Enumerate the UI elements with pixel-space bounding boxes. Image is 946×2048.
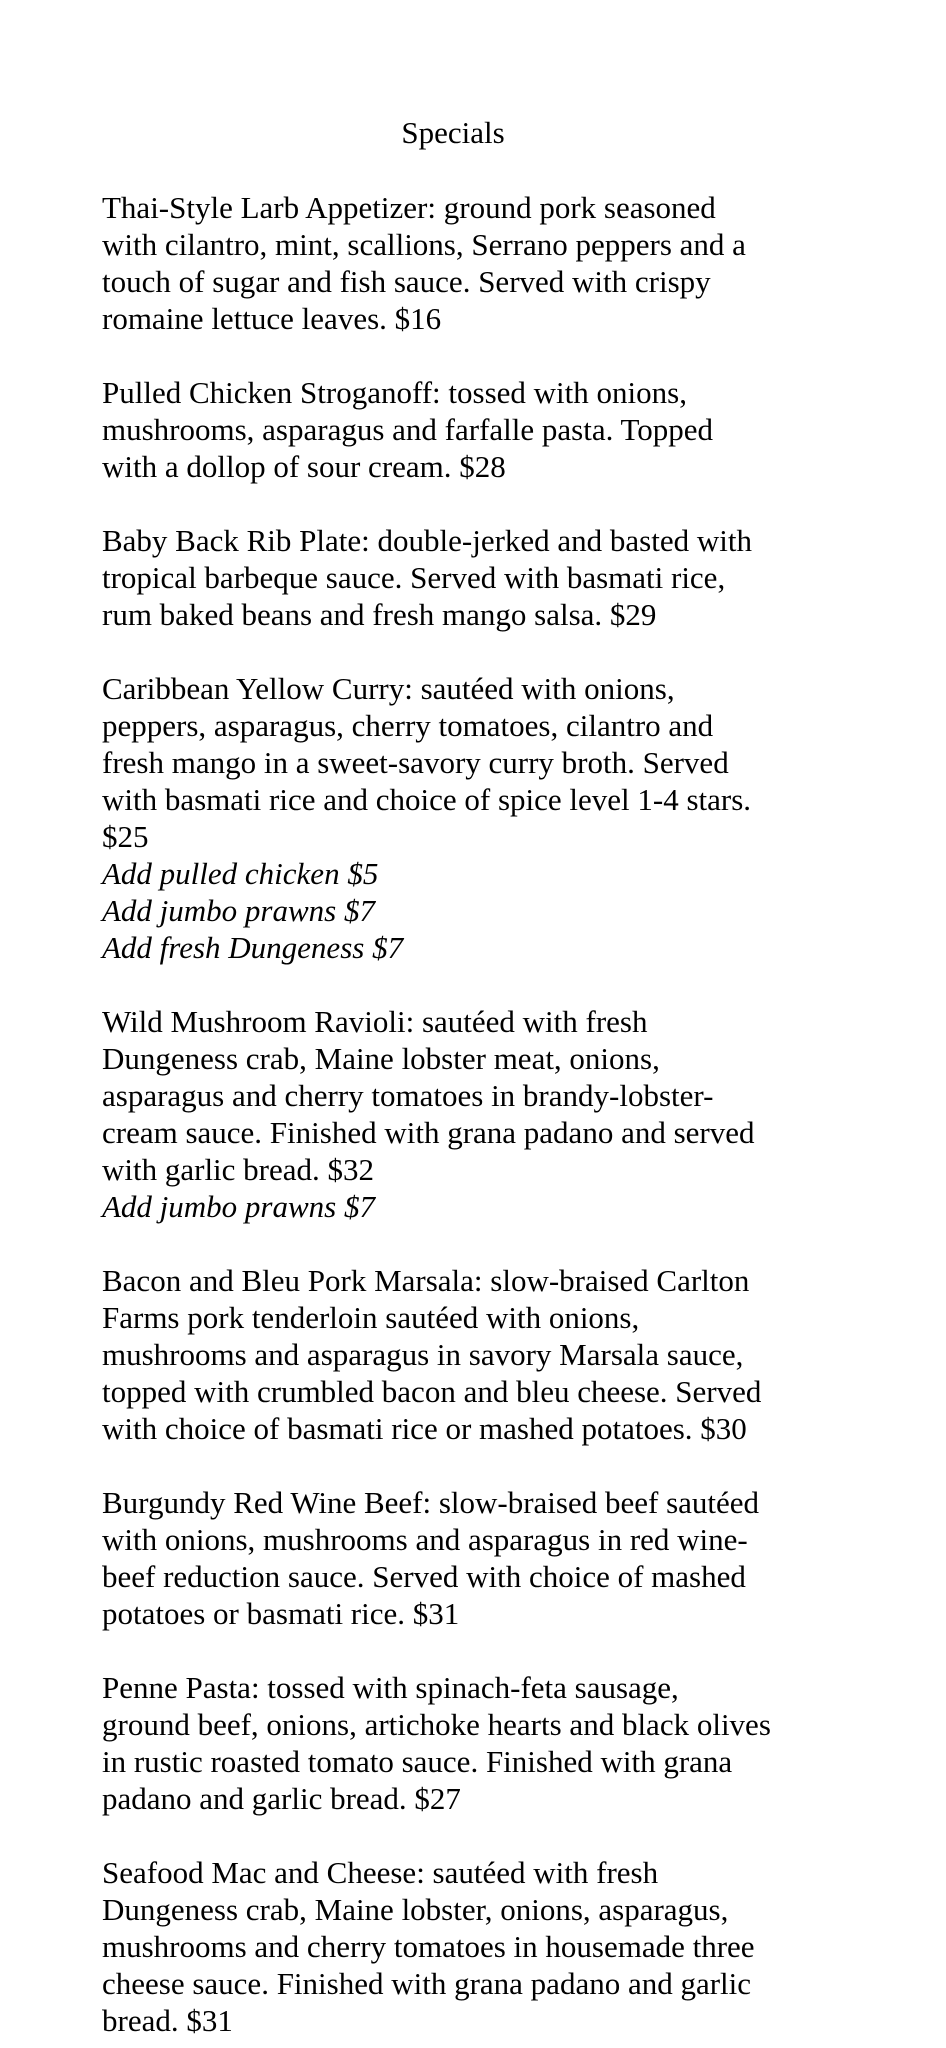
menu-item-line: Seafood Mac and Cheese: sautéed with fresh — [102, 1855, 659, 1890]
menu-item-line: potatoes or basmati rice. $31 — [102, 1596, 460, 1631]
menu-item-caribbean-yellow-curry — [102, 670, 804, 966]
menu-item-line: Pulled Chicken Stroganoff: tossed with onions, — [102, 375, 687, 410]
menu-item-line: with cilantro, mint, scallions, Serrano peppers and a — [102, 227, 746, 262]
menu-item-addon: Add jumbo prawns $7 — [102, 1189, 375, 1224]
menu-item-line: Wild Mushroom Ravioli: sautéed with fresh — [102, 1004, 648, 1039]
menu-item-thai-larb-appetizer — [102, 189, 804, 337]
menu-item-line: Baby Back Rib Plate: double-jerked and basted with — [102, 523, 752, 558]
menu-item-line: Penne Pasta: tossed with spinach-feta sausage, — [102, 1670, 679, 1705]
menu-item-line: Thai-Style Larb Appetizer: ground pork seasoned — [102, 190, 716, 225]
menu-item-line: with basmati rice and choice of spice level 1-4 stars. — [102, 782, 752, 817]
menu-item-penne-pasta — [102, 1669, 804, 1817]
menu-item-line: tropical barbeque sauce. Served with basmati rice, — [102, 560, 726, 595]
menu-item-line: Dungeness crab, Maine lobster, onions, asparagus, — [102, 1892, 729, 1927]
menu-item-addon: Add fresh Dungeness $7 — [102, 930, 404, 965]
menu-item-line: cream sauce. Finished with grana padano and served — [102, 1115, 755, 1150]
menu-item-line: asparagus and cherry tomatoes in brandy-lobster- — [102, 1078, 714, 1113]
menu-item-addon: Add pulled chicken $5 — [102, 856, 379, 891]
menu-item-line: padano and garlic bread. $27 — [102, 1781, 461, 1816]
menu-item-addon: Add jumbo prawns $7 — [102, 893, 375, 928]
menu-item-line: cheese sauce. Finished with grana padano and garlic — [102, 1966, 752, 2001]
menu-item-line: with a dollop of sour cream. $28 — [102, 449, 506, 484]
menu-item-line: $25 — [102, 819, 149, 854]
menu-item-wild-mushroom-ravioli — [102, 1003, 804, 1225]
menu-item-line: mushrooms and asparagus in savory Marsala sauce, — [102, 1337, 744, 1372]
menu-item-line: Dungeness crab, Maine lobster meat, onions, — [102, 1041, 660, 1076]
menu-item-line: Burgundy Red Wine Beef: slow-braised beef sautéed — [102, 1485, 760, 1520]
menu-item-line: with garlic bread. $32 — [102, 1152, 375, 1187]
menu-item-line: Farms pork tenderloin sautéed with onions, — [102, 1300, 640, 1335]
menu-item-line: with choice of basmati rice or mashed potatoes. $30 — [102, 1411, 747, 1446]
menu-item-line: beef reduction sauce. Served with choice of mashed — [102, 1559, 746, 1594]
menu-item-line: Caribbean Yellow Curry: sautéed with onions, — [102, 671, 675, 706]
menu-item-burgundy-red-wine-beef — [102, 1484, 804, 1632]
menu-item-pulled-chicken-stroganoff — [102, 374, 804, 485]
menu-item-line: bread. $31 — [102, 2003, 233, 2038]
menu-item-line: ground beef, onions, artichoke hearts and black olives — [102, 1707, 771, 1742]
menu-title: Specials — [401, 115, 505, 150]
menu-item-line: with onions, mushrooms and asparagus in red wine- — [102, 1522, 748, 1557]
menu-item-line: rum baked beans and fresh mango salsa. $29 — [102, 597, 657, 632]
menu-item-line: Bacon and Bleu Pork Marsala: slow-braised Carlton — [102, 1263, 750, 1298]
menu-item-line: mushrooms, asparagus and farfalle pasta. Topped — [102, 412, 714, 447]
menu-item-line: fresh mango in a sweet-savory curry broth. Served — [102, 745, 729, 780]
menu-item-seafood-mac-and-cheese — [102, 1854, 804, 2039]
menu-item-line: romaine lettuce leaves. $16 — [102, 301, 442, 336]
menu-item-line: peppers, asparagus, cherry tomatoes, cilantro and — [102, 708, 714, 743]
menu-item-line: topped with crumbled bacon and bleu cheese. Served — [102, 1374, 762, 1409]
menu-item-baby-back-rib-plate — [102, 522, 804, 633]
menu-item-bacon-and-bleu-pork-marsala — [102, 1262, 804, 1447]
menu-item-line: mushrooms and cherry tomatoes in housemade three — [102, 1929, 755, 1964]
menu-item-line: in rustic roasted tomato sauce. Finished with grana — [102, 1744, 733, 1779]
menu-item-line: touch of sugar and fish sauce. Served with crispy — [102, 264, 711, 299]
